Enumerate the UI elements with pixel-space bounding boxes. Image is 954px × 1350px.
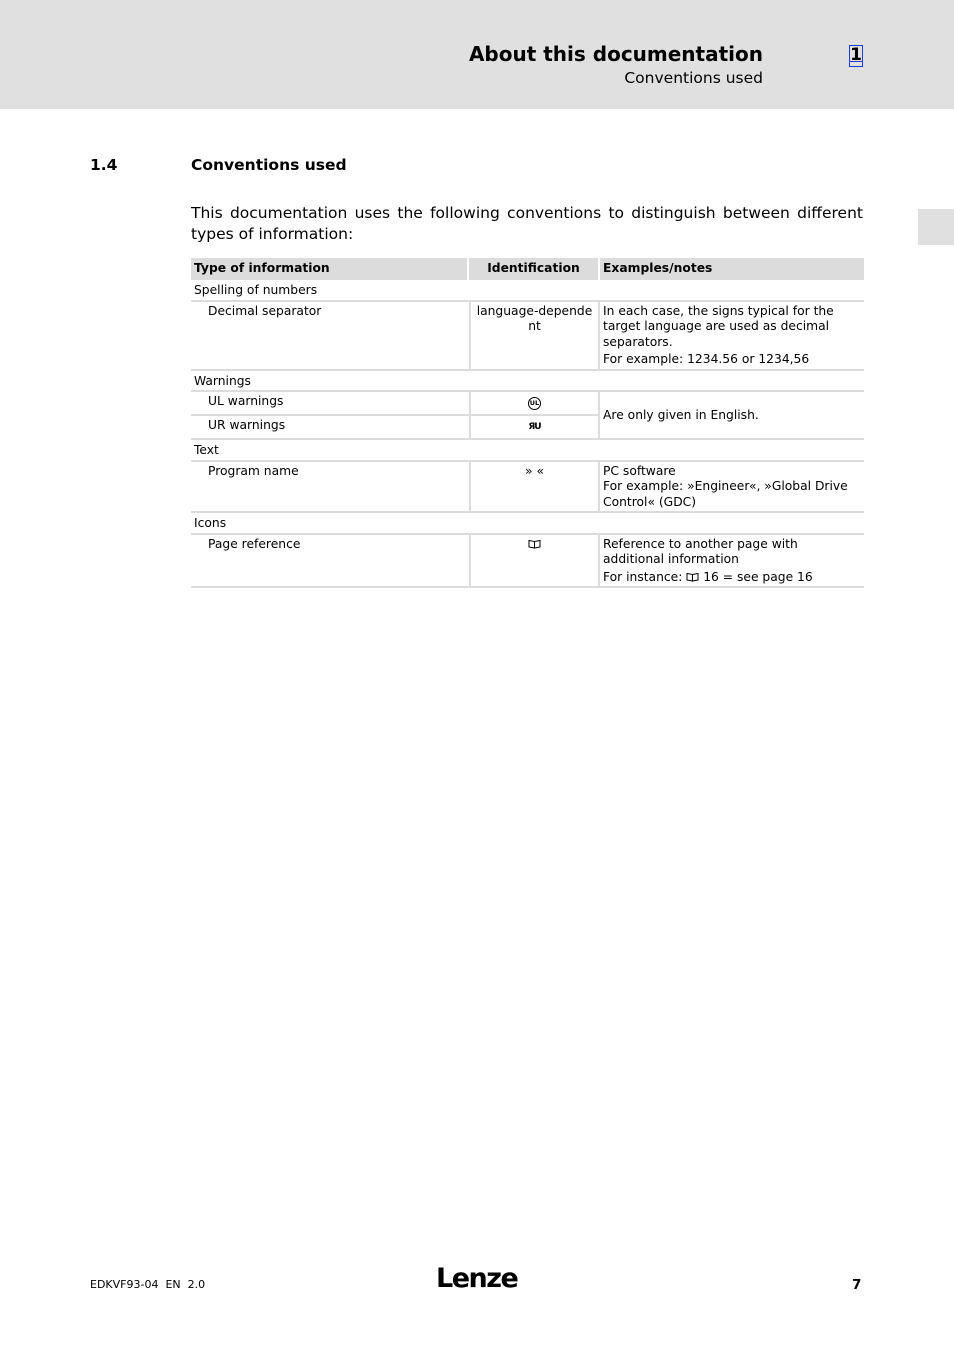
table-row	[191, 392, 864, 416]
column-header-type: Type of information	[191, 258, 469, 280]
footer-version: 2.0	[187, 1278, 206, 1291]
ur-mark-icon: ЯU	[528, 422, 541, 432]
table-header-row	[191, 258, 864, 280]
footer-doc-id: EDKVF93-04	[90, 1278, 159, 1291]
row-type-pageref: Page reference	[191, 535, 469, 589]
row-identification-decimal: language-dependent	[469, 302, 600, 371]
notes-pageref-prefix: For instance:	[603, 569, 683, 584]
row-notes-program	[600, 462, 864, 514]
table-row	[191, 462, 864, 514]
table-group-row	[191, 440, 864, 462]
row-type-ul: UL warnings	[191, 392, 469, 416]
column-header-examples: Examples/notes	[600, 258, 864, 280]
section-number: 1.4	[90, 156, 118, 174]
section-title: Conventions used	[191, 156, 347, 174]
group-label-icons: Icons	[191, 513, 864, 535]
row-identification-ur	[469, 416, 600, 440]
table-row	[191, 535, 864, 589]
row-type-ur: UR warnings	[191, 416, 469, 440]
notes-program-line2: For example: »Engineer«, »Global Drive Control« (GDC)	[603, 479, 848, 509]
table-row	[191, 302, 864, 371]
chapter-side-tab	[918, 209, 954, 245]
conventions-table	[191, 258, 864, 588]
notes-decimal-line2: For example: 1234.56 or 1234,56	[603, 352, 810, 366]
page-number: 7	[852, 1277, 862, 1293]
group-label-warnings: Warnings	[191, 371, 864, 393]
row-notes-pageref	[600, 535, 864, 589]
notes-pageref-line2	[603, 570, 861, 586]
row-type-program: Program name	[191, 462, 469, 514]
table-group-row	[191, 280, 864, 302]
row-notes-warnings: Are only given in English.	[600, 392, 864, 440]
row-identification-ul	[469, 392, 600, 416]
table-group-row	[191, 371, 864, 393]
column-header-identification: Identification	[469, 258, 600, 280]
group-label-numbers: Spelling of numbers	[191, 280, 864, 302]
page-title: About this documentation	[468, 42, 763, 66]
book-icon	[686, 572, 699, 582]
page-subtitle: Conventions used	[624, 69, 763, 87]
footer-document-info	[90, 1278, 205, 1292]
row-identification-pageref	[469, 535, 600, 589]
notes-pageref-suffix: 16 = see page 16	[703, 569, 813, 584]
row-type-decimal: Decimal separator	[191, 302, 469, 371]
row-identification-program: » «	[469, 462, 600, 514]
notes-pageref-line1: Reference to another page with additional information	[603, 536, 798, 566]
footer-language: EN	[165, 1278, 181, 1291]
ul-mark-icon: UL	[528, 397, 541, 410]
lenze-logo: Lenze	[436, 1263, 518, 1294]
book-icon	[528, 539, 541, 549]
notes-decimal-line1: In each case, the signs typical for the target language are used as decimal separators.	[603, 303, 834, 349]
table-group-row	[191, 513, 864, 535]
group-label-text: Text	[191, 440, 864, 462]
intro-paragraph: This documentation uses the following conventions to distinguish between different types of information:	[191, 204, 863, 243]
chapter-number-link[interactable]: 1	[850, 45, 862, 65]
row-notes-decimal	[600, 302, 864, 371]
notes-program-line1: PC software	[603, 463, 676, 478]
